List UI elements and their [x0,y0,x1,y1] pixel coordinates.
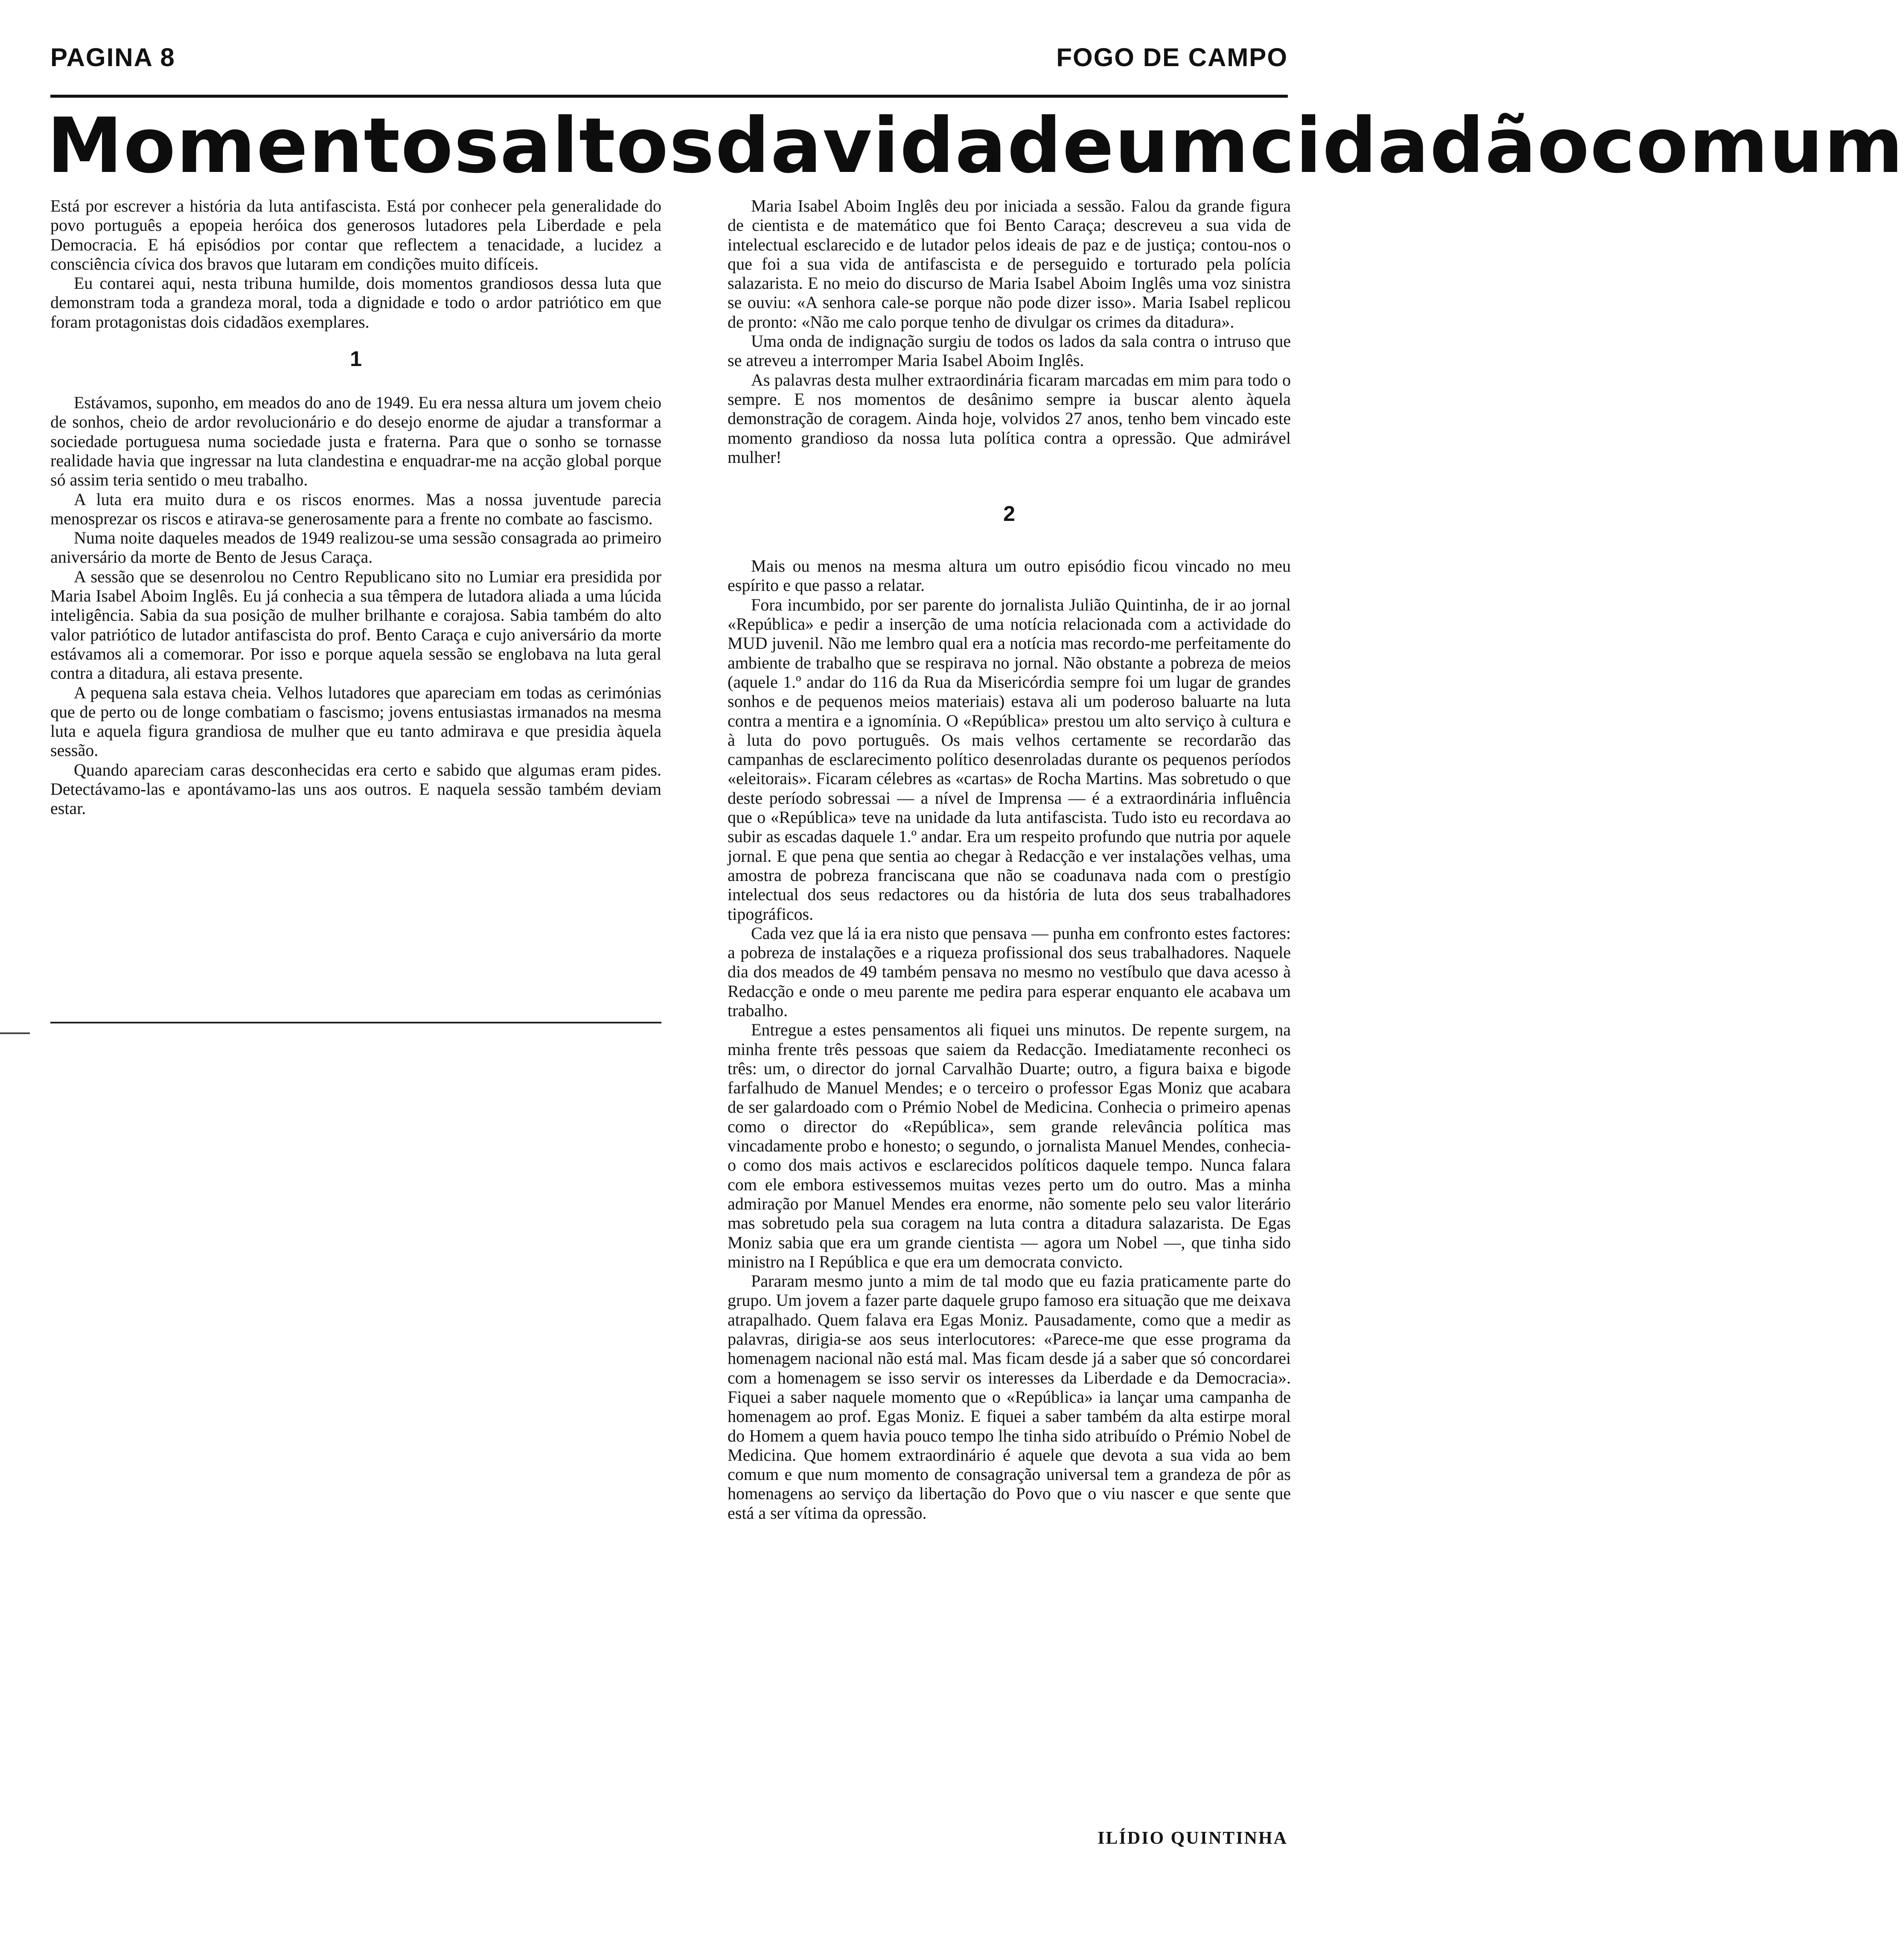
headline-word: vida [822,102,1007,190]
headline-word: Momentos [47,102,500,190]
left-column [50,196,661,818]
section-number: 2 [1003,502,1015,526]
body-paragraph: A pequena sala estava cheia. Velhos lutadores que apareciam em todas as cerimónias que de perto ou de longe combatiam o fascismo; jovens entusiastas irmanados na mesma luta e aquela figura grandiosa de mulher que eu tanto admirava e que presidia àquela sessão. [50,683,661,760]
headline-word: um [1115,102,1250,190]
body-paragraph: Fora incumbido, por ser parente do jornalista Julião Quintinha, de ir ao jornal «República» e pedir a inserção de uma notícia relacionada com a actividade do MUD juvenil. Não me lembro qual era a notícia mas recordo-me perfeitamente do ambiente de trabalho que se respirava no jornal. Não obstante a pobreza de meios (aquele 1.º andar do 116 da Rua da Misericórdia sempre foi um lugar de grandes sonhos e de pequenos meios materiais) estava ali um poderoso baluarte na luta contra a mentira e a ignomínia. O «República» prestou um alto serviço à cultura e à luta do povo português. Os mais velhos certamente se recordarão das campanhas de esclarecimento político desenroladas durante os pequenos períodos «eleitorais». Ficaram célebres as «cartas» de Rocha Martins. Mas sobretudo o que deste período sobressai — a nível de Imprensa — é a extraordinária influência que o «República» teve na unidade da luta antifascista. Tudo isto eu recordava ao subir as escadas daquele 1.º andar. Era um respeito profundo que nutria por aquele jornal. E que pena que sentia ao chegar à Redacção e ver instalações velhas, uma amostra de pobreza franciscana que não se coadunava nada com o prestígio intelectual dos seus redactores ou da história de luta dos seus trabalhadores tipográficos. [728,595,1291,924]
body-paragraph: A luta era muito dura e os riscos enormes. Mas a nossa juventude parecia menosprezar os riscos e atirava-se generosamente para a frente no combate ao fascismo. [50,489,661,528]
headline-word: comum [1590,102,1904,190]
right-column [728,196,1291,1523]
body-paragraph: Mais ou menos na mesma altura um outro episódio ficou vincado no meu espírito e que passo a relatar. [728,556,1291,595]
body-paragraph: Entregue a estes pensamentos ali fiquei uns minutos. De repente surgem, na minha frente três pessoas que saiem da Redacção. Imediatamente reconheci os três: um, o director do jornal Carvalhão Duarte; outro, a figura baixa e bigode farfalhudo de Manuel Mendes; e o terceiro o professor Egas Moniz que acabara de ser galardoado com o Prémio Nobel de Medicina. Conhecia o primeiro apenas como o director do «República», sem grande relevância política mas vincadamente probo e honesto; o segundo, o jornalista Manuel Mendes, conhecia-o como dos mais activos e esclarecidos políticos daquele tempo. Nunca falara com ele embora estivessemos muitas vezes perto um do outro. Mas a minha admiração por Manuel Mendes era enorme, não somente pelo seu valor literário mas sobretudo pela sua coragem na luta contra a ditadura salazarista. De Egas Moniz sabia que era um grande cientista — agora um Nobel —, que tinha sido ministro na I República e que era um democrata convicto. [728,1020,1291,1271]
author-signature: ILÍDIO QUINTINHA [1098,1828,1288,1848]
body-paragraph: As palavras desta mulher extraordinária ficaram marcadas em mim para todo o sempre. E nos momentos de desânimo sempre ia buscar alento àquela demonstração de coragem. Ainda hoje, volvidos 27 anos, tenho bem vincado este momento grandioso da nossa luta política contra a opressão. Que admirável mulher! [728,370,1291,467]
intro-paragraph: Eu contarei aqui, nesta tribuna humilde, dois momentos grandiosos dessa luta que demonstram toda a grandeza moral, toda a dignidade e todo o ardor patriótico em que foram protagonistas dois cidadãos exemplares. [50,273,661,331]
body-paragraph: Cada vez que lá ia era nisto que pensava — punha em confronto estes factores: a pobreza de instalações e a riqueza profissional dos seus trabalhadores. Naquele dia dos meados de 49 também pensava no mesmo no vestíbulo que dava acesso à Redacção e onde o meu parente me pedira para esperar enquanto ele acabava um trabalho. [728,923,1291,1020]
body-paragraph: A sessão que se desenrolou no Centro Republicano sito no Lumiar era presidida por Maria Isabel Aboim Inglês. Eu já conhecia a sua têmpera de lutadora aliada a uma lúcida inteligência. Sabia da sua posição de mulher brilhante e corajosa. Sabia também do alto valor patriótico de lutador antifascista do prof. Bento Caraça e cujo aniversário da morte estávamos ali a comemorar. Por isso e porque aquela sessão se englobava na luta geral contra a ditadura, ali estava presente. [50,567,661,683]
body-paragraph: Quando apareciam caras desconhecidas era certo e sabido que algumas eram pides. Detectávamo-las e apontávamo-las uns aos outros. E naquela sessão também deviam estar. [50,760,661,818]
header-divider [50,95,1288,98]
page-number: PAGINA 8 [50,43,175,72]
margin-mark [0,1032,30,1034]
headline-word: cidadão [1249,102,1590,190]
headline-word: da [715,102,823,190]
body-paragraph: Numa noite daqueles meados de 1949 realizou-se uma sessão consagrada ao primeiro aniversário da morte de Bento de Jesus Caraça. [50,528,661,567]
body-paragraph: Uma onda de indignação surgiu de todos os lados da sala contra o intruso que se atreveu a interromper Maria Isabel Aboim Inglês. [728,331,1291,370]
publication-name: FOGO DE CAMPO [1056,43,1288,72]
headline-word: altos [500,102,716,190]
body-paragraph: Maria Isabel Aboim Inglês deu por iniciada a sessão. Falou da grande figura de cientista e de matemático que foi Bento Caraça; descreveu a sua vida de intelectual esclarecido e de lutador pelos ideais de paz e de justiça; contou-nos o que foi a sua vida de antifascista e de perseguido e torturado pela polícia salazarista. E no meio do discurso de Maria Isabel Aboim Inglês uma voz sinistra se ouviu: «A senhora cale-se porque não pode dizer isso». Maria Isabel replicou de pronto: «Não me calo porque tenho de divulgar os crimes da ditadura». [728,196,1291,331]
left-column-end-rule [50,1022,661,1023]
headline [47,102,1904,190]
body-paragraph: Pararam mesmo junto a mim de tal modo que eu fazia praticamente parte do grupo. Um jovem a fazer parte daquele grupo famoso era situação que me deixava atrapalhado. Quem falava era Egas Moniz. Pausadamente, como que a medir as palavras, dirigia-se aos seus interlocutores: «Parece-me que esse programa da homenagem nacional não está mal. Mas ficam desde já a saber que só concordarei com a homenagem se isso servir os interesses da Liberdade e da Democracia». Fiquei a saber naquele momento que o «República» ia lançar uma campanha de homenagem ao prof. Egas Moniz. E fiquei a saber também da alta estirpe moral do Homem a quem havia pouco tempo lhe tinha sido atribuído o Prémio Nobel de Medicina. Que homem extraordinário é aquele que devota a sua vida ao bem comum e que num momento de consagração universal tem a grandeza de pôr as homenagens ao serviço da libertação do Povo que o viu nascer e que sente que está a ser vítima da opressão. [728,1271,1291,1523]
section-number: 1 [350,347,362,371]
intro-paragraph: Está por escrever a história da luta antifascista. Está por conhecer pela generalidade do povo português a epopeia heróica dos generosos lutadores pela Liberdade e pela Democracia. E há episódios por contar que reflectem a tenacidade, a lucidez a consciência cívica dos bravos que lutaram em condições muito difíceis. [50,196,661,273]
headline-word: de [1007,102,1115,190]
body-paragraph: Estávamos, suponho, em meados do ano de 1949. Eu era nessa altura um jovem cheio de sonhos, cheio de ardor revolucionário e do desejo enorme de ajudar a transformar a sociedade portuguesa numa sociedade justa e fraterna. Para que o sonho se tornasse realidade havia que ingressar na luta clandestina e enquadrar-me na acção global porque só assim teria sentido o meu trabalho. [50,393,661,490]
